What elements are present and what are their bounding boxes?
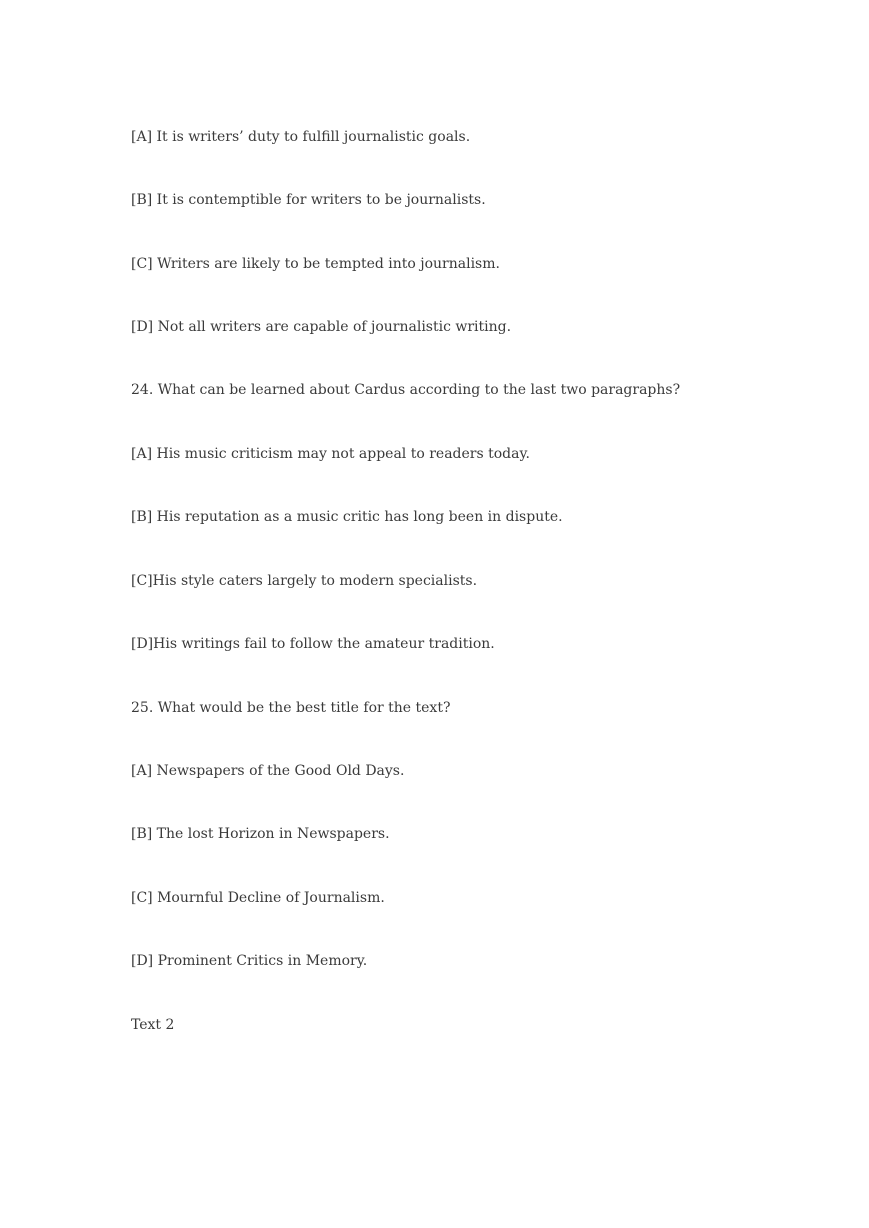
- q23-option-d: [D] Not all writers are capable of journalistic writing.: [131, 319, 512, 335]
- question-25: 25. What would be the best title for the text?: [131, 700, 451, 716]
- section-heading-text-2: Text 2: [131, 1017, 175, 1033]
- question-24: 24. What can be learned about Cardus according to the last two paragraphs?: [131, 382, 681, 398]
- q23-option-b: [B] It is contemptible for writers to be journalists.: [131, 192, 486, 208]
- q23-option-c: [C] Writers are likely to be tempted into journalism.: [131, 256, 500, 272]
- q24-option-a: [A] His music criticism may not appeal to readers today.: [131, 446, 530, 462]
- q25-option-a: [A] Newspapers of the Good Old Days.: [131, 763, 405, 779]
- q24-option-c: [C]His style caters largely to modern specialists.: [131, 573, 478, 589]
- q23-option-a: [A] It is writers’ duty to fulfill journalistic goals.: [131, 129, 471, 145]
- q25-option-d: [D] Prominent Critics in Memory.: [131, 953, 368, 969]
- q25-option-b: [B] The lost Horizon in Newspapers.: [131, 826, 390, 842]
- q24-option-b: [B] His reputation as a music critic has long been in dispute.: [131, 509, 563, 525]
- q24-option-d: [D]His writings fail to follow the amateur tradition.: [131, 636, 495, 652]
- q25-option-c: [C] Mournful Decline of Journalism.: [131, 890, 385, 906]
